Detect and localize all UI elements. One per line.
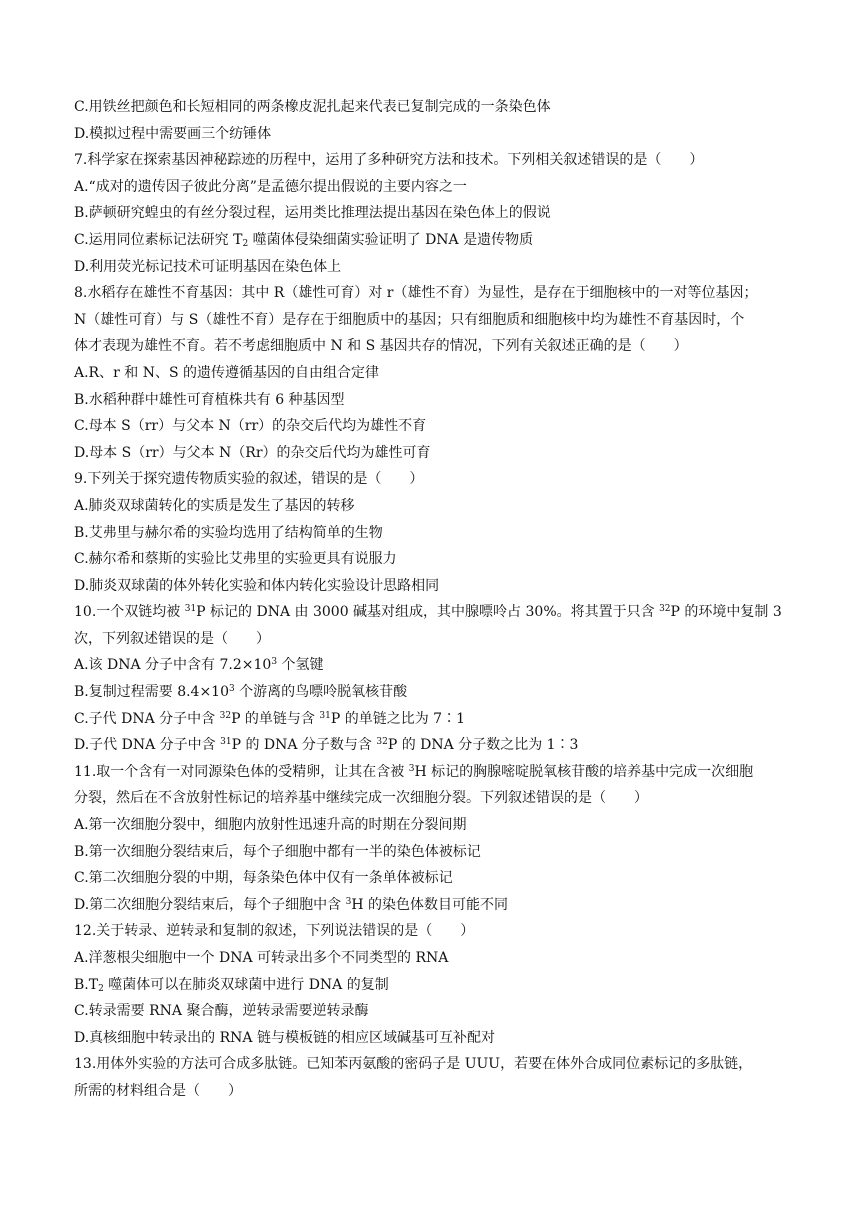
text-run: D.模拟过程中需要画三个纺锤体 — [74, 125, 272, 142]
text-line — [74, 892, 794, 919]
text-run: 12.关于转录、逆转录和复制的叙述，下列说法错误的是（ ） — [74, 923, 475, 940]
text-run: 9.下列关于探究遗传物质实验的叙述，错误的是（ ） — [74, 471, 424, 488]
subscript: 2 — [242, 238, 249, 249]
text-run: B.T — [74, 976, 99, 993]
text-run: A.第一次细胞分裂中，细胞内放射性迅速升高的时期在分裂间期 — [74, 817, 467, 834]
superscript: 32 — [376, 737, 388, 748]
text-run: 体才表现为雄性不育。若不考虑细胞质中 N 和 S 基因共存的情况，下列有关叙述正确的是（ ） — [74, 338, 688, 355]
text-run: N（雄性可育）与 S（雄性不育）是存在于细胞质中的基因；只有细胞质和细胞核中均为雄性不育基因时，个 — [74, 311, 745, 328]
text-line — [74, 466, 794, 493]
text-run: 噬菌体可以在肺炎双球菌中进行 DNA 的复制 — [103, 976, 389, 993]
text-line — [74, 254, 794, 281]
superscript: 3 — [345, 896, 352, 907]
text-run: 13.用体外实验的方法可合成多肽链。已知苯丙氨酸的密码子是 UUU，若要在体外合成同位素标记的多肽链， — [74, 1056, 753, 1073]
text-line — [74, 1025, 794, 1052]
subscript: 2 — [98, 983, 104, 994]
text-run: D.第二次细胞分裂结束后，每个子细胞中含 — [74, 896, 346, 913]
text-run: A.“成对的遗传因子彼此分离”是孟德尔提出假说的主要内容之一 — [74, 178, 467, 195]
text-run: 7.科学家在探索基因神秘踪迹的历程中，运用了多种研究方法和技术。下列相关叙述错误的是（ ） — [74, 152, 704, 169]
text-run: 8.水稻存在雄性不育基因：其中 R（雄性可育）对 r（雄性不育）为显性，是存在于细胞核中的一对等位基因； — [74, 285, 758, 302]
text-line — [74, 440, 794, 467]
text-run: A.洋葱根尖细胞中一个 DNA 可转录出多个不同类型的 RNA — [74, 950, 449, 966]
text-line — [74, 812, 794, 839]
text-run: C.第二次细胞分裂的中期，每条染色体中仅有一条单体被标记 — [74, 870, 453, 887]
text-run: P 的 DNA 分子数之比为 1∶3 — [387, 737, 579, 754]
text-run: 分裂，然后在不含放射性标记的培养基中继续完成一次细胞分裂。下列叙述错误的是（ ） — [74, 790, 648, 807]
text-run: H 的染色体数目可能不同 — [351, 896, 509, 913]
text-run: C.子代 DNA 分子中含 — [74, 710, 220, 727]
text-line — [74, 200, 794, 227]
text-run: P 标记的 DNA 由 3000 碱基对组成，其中腺嘌呤占 30%。将其置于只含 — [196, 604, 660, 621]
text-line — [74, 280, 794, 307]
text-line — [74, 732, 794, 759]
text-line — [74, 785, 794, 812]
text-line — [74, 387, 794, 414]
superscript: 3 — [408, 763, 415, 774]
text-line — [74, 360, 794, 387]
text-run: H 标记的胸腺嘧啶脱氧核苷酸的培养基中完成一次细胞 — [414, 763, 754, 780]
text-line — [74, 759, 794, 786]
text-run: B.水稻种群中雄性可育植株共有 6 种基因型 — [74, 391, 345, 408]
text-run: D.子代 DNA 分子中含 — [74, 737, 221, 754]
text-line — [74, 679, 794, 706]
document-body — [74, 94, 794, 1105]
text-run: 个氢键 — [277, 657, 324, 674]
text-run: 11.取一个含有一对同源染色体的受精卵，让其在含被 — [74, 763, 409, 780]
text-run: 所需的材料组合是（ ） — [74, 1082, 242, 1099]
text-line — [74, 1078, 794, 1105]
superscript: 3 — [271, 657, 278, 668]
text-line — [74, 493, 794, 520]
text-line — [74, 147, 794, 174]
superscript: 31 — [220, 737, 232, 748]
text-line — [74, 599, 794, 626]
text-line — [74, 839, 794, 866]
text-run: A.肺炎双球菌转化的实质是发生了基因的转移 — [74, 497, 355, 514]
superscript: 31 — [184, 604, 197, 615]
text-run: C.用铁丝把颜色和长短相同的两条橡皮泥扎起来代表已复制完成的一条染色体 — [74, 99, 551, 115]
text-line — [74, 972, 794, 999]
superscript: 31 — [319, 710, 331, 721]
text-line — [74, 918, 794, 945]
text-run: B.复制过程需要 8.4×10 — [74, 684, 229, 701]
text-line — [74, 573, 794, 600]
text-run: 个游离的鸟嘌呤脱氧核苷酸 — [234, 684, 408, 701]
text-line — [74, 945, 794, 972]
text-line — [74, 706, 794, 733]
text-run: C.转录需要 RNA 聚合酶，逆转录需要逆转录酶 — [74, 1003, 369, 1020]
text-run: P 的环境中复制 3 — [670, 604, 782, 621]
text-line — [74, 174, 794, 201]
text-run: B.萨顿研究蝗虫的有丝分裂过程，运用类比推理法提出基因在染色体上的假说 — [74, 205, 551, 222]
text-run: D.母本 S（rr）与父本 N（Rr）的杂交后代均为雄性可育 — [74, 444, 431, 461]
text-run: P 的 DNA 分子数与含 — [231, 737, 377, 754]
text-run: C.母本 S（rr）与父本 N（rr）的杂交后代均为雄性不育 — [74, 418, 427, 435]
text-line — [74, 121, 794, 148]
text-run: D.肺炎双球菌的体外转化实验和体内转化实验设计思路相同 — [74, 577, 440, 594]
text-line — [74, 413, 794, 440]
text-line — [74, 520, 794, 547]
text-run: 次，下列叙述错误的是（ ） — [74, 630, 270, 647]
text-line — [74, 998, 794, 1025]
text-run: B.艾弗里与赫尔希的实验均选用了结构简单的生物 — [74, 524, 383, 541]
text-run: 10.一个双链均被 — [74, 604, 185, 621]
text-line — [74, 333, 794, 360]
text-run: C.赫尔希和蔡斯的实验比艾弗里的实验更具有说服力 — [74, 551, 397, 568]
text-run: D.利用荧光标记技术可证明基因在染色体上 — [74, 258, 342, 275]
text-line — [74, 94, 794, 121]
text-run: P 的单链之比为 7∶1 — [330, 710, 465, 727]
text-line — [74, 626, 794, 653]
text-line — [74, 227, 794, 254]
text-run: P 的单链与含 — [231, 710, 320, 727]
text-run: 噬菌体侵染细菌实验证明了 DNA 是遗传物质 — [248, 231, 534, 248]
text-run: D.真核细胞中转录出的 RNA 链与模板链的相应区域碱基可互补配对 — [74, 1029, 495, 1046]
text-line — [74, 546, 794, 573]
text-run: A.R、r 和 N、S 的遗传遵循基因的自由组合定律 — [74, 364, 379, 381]
superscript: 3 — [229, 684, 235, 695]
text-run: B.第一次细胞分裂结束后，每个子细胞中都有一半的染色体被标记 — [74, 843, 481, 860]
superscript: 32 — [219, 710, 232, 721]
text-line — [74, 865, 794, 892]
text-line — [74, 652, 794, 679]
superscript: 32 — [659, 604, 671, 615]
text-line — [74, 1051, 794, 1078]
text-run: C.运用同位素标记法研究 T — [74, 231, 243, 248]
text-line — [74, 307, 794, 334]
text-run: A.该 DNA 分子中含有 7.2×10 — [74, 657, 272, 674]
